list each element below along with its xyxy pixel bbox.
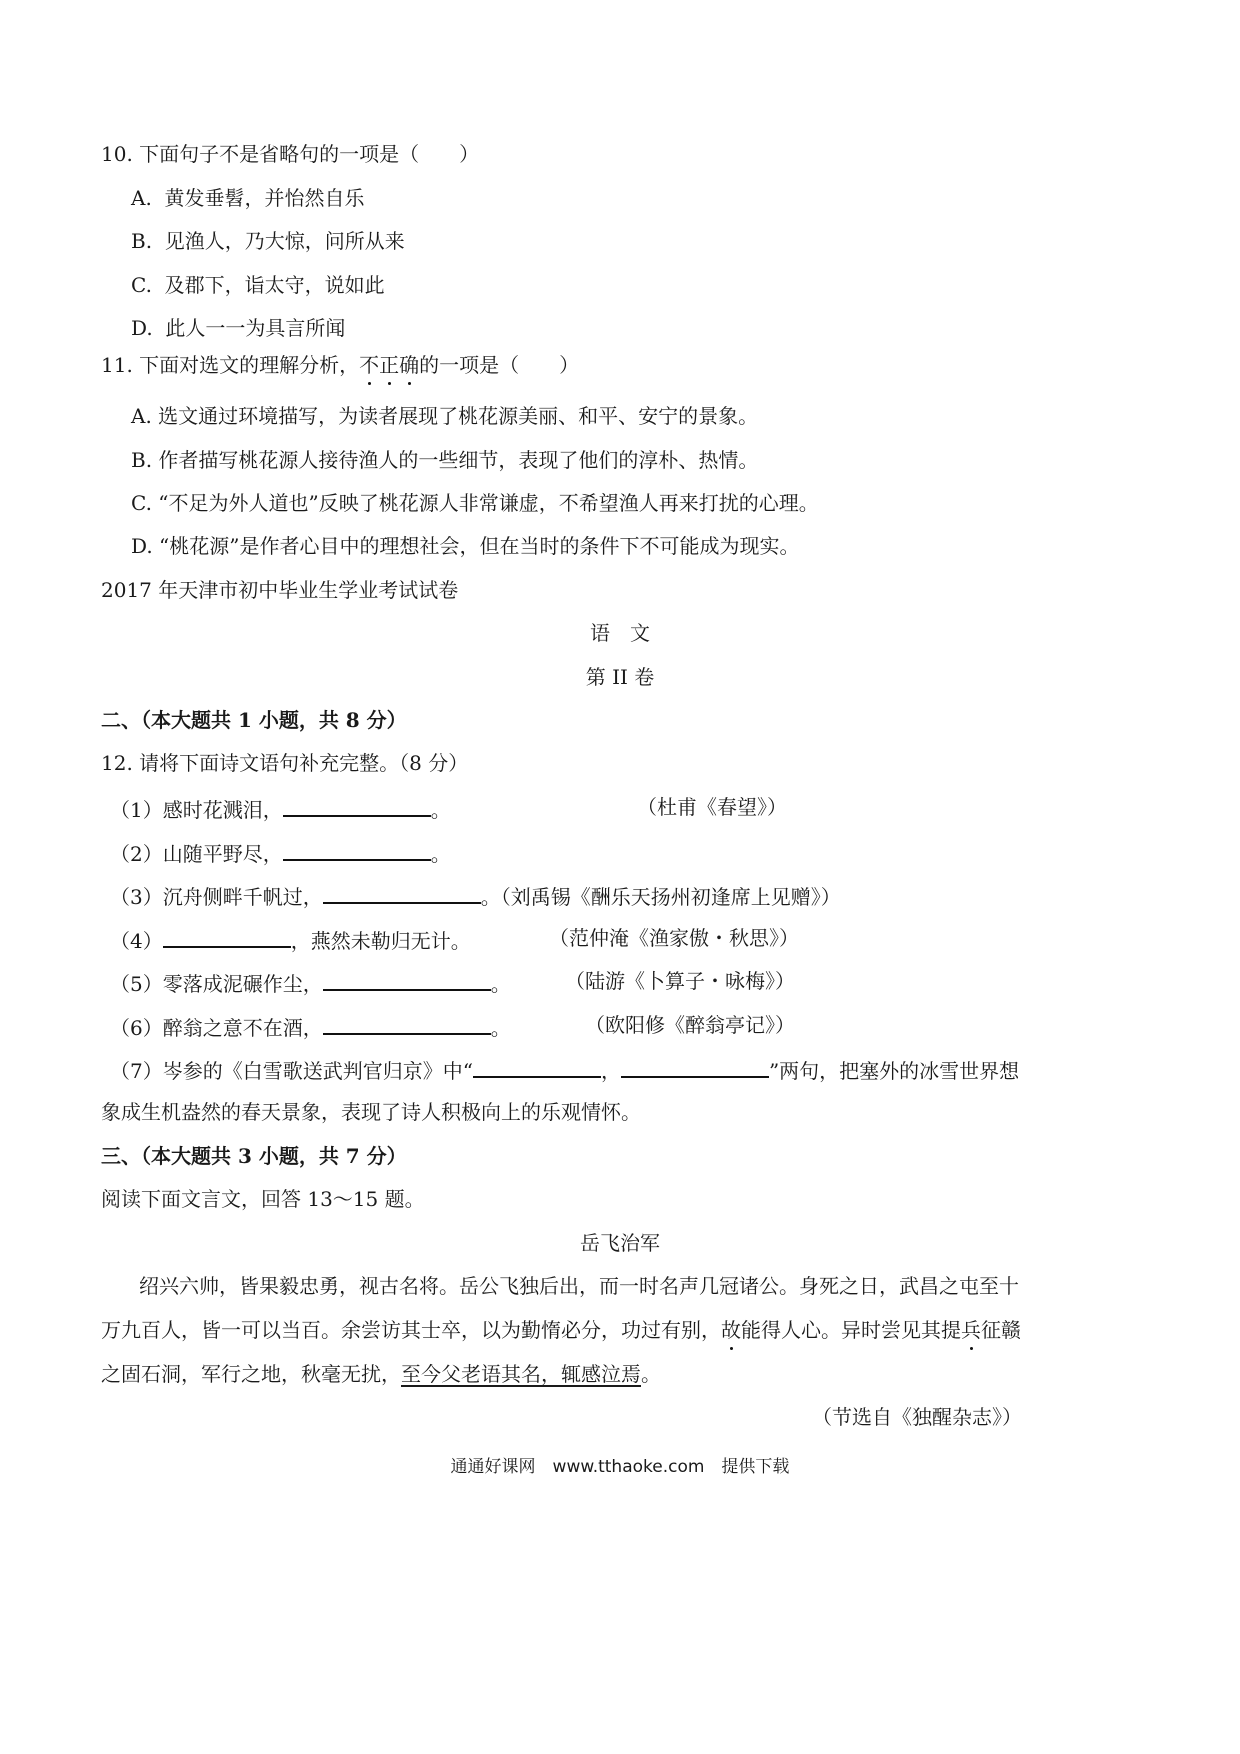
page-footer: 通通好课网 www.tthaoke.com 提供下载 bbox=[450, 1457, 790, 1477]
question-11-stem bbox=[101, 351, 579, 379]
volume-title: 第 II 卷 bbox=[585, 665, 655, 689]
emphasis-char: 故 bbox=[721, 1318, 741, 1342]
q12-item-4 bbox=[110, 924, 471, 955]
item-end: 。 bbox=[430, 842, 451, 866]
answer-blank bbox=[163, 924, 291, 948]
q10-option-b bbox=[131, 227, 405, 255]
q12-item-5 bbox=[110, 967, 511, 998]
answer-blank bbox=[283, 793, 431, 817]
emphasis-char: 确 bbox=[399, 353, 420, 377]
q11-option-c: C. “不足为外人道也”反映了桃花源人非常谦虚，不希望渔人再来打扰的心理。 bbox=[131, 491, 819, 515]
passage-text: 。 bbox=[641, 1362, 661, 1386]
passage-source: （节选自《独醒杂志》） bbox=[812, 1405, 1022, 1429]
q12-item-7-continued: 象成生机盎然的春天景象，表现了诗人积极向上的乐观情怀。 bbox=[101, 1100, 641, 1124]
item-end: 。 bbox=[490, 1016, 511, 1040]
answer-blank bbox=[323, 1011, 491, 1035]
option-label: B. bbox=[131, 229, 153, 253]
passage-line-1: 绍兴六帅，皆果毅忠勇，视古名将。岳公飞独后出，而一时名声几冠诸公。身死之日，武昌之屯至十 bbox=[139, 1274, 1019, 1298]
q12-item-6-source: （欧阳修《醉翁亭记》） bbox=[585, 1013, 795, 1037]
underlined-sentence: 至今父老语其名，辄感泣焉 bbox=[401, 1362, 641, 1386]
passage-line-2 bbox=[101, 1316, 1021, 1344]
option-label: C. bbox=[131, 273, 152, 297]
item-text: （5）零落成泥碾作尘， bbox=[110, 972, 323, 996]
item-text: （6）醉翁之意不在酒， bbox=[110, 1016, 323, 1040]
passage-text: 能得人心。异时尝见其提 bbox=[741, 1318, 961, 1342]
q10-option-a bbox=[131, 184, 365, 212]
passage-line-3 bbox=[101, 1360, 661, 1388]
subject-title: 语 文 bbox=[590, 621, 650, 645]
answer-blank bbox=[621, 1054, 769, 1078]
answer-blank bbox=[323, 967, 491, 991]
option-text: 及郡下，诣太守，说如此 bbox=[164, 273, 385, 297]
passage-text: 之固石洞，军行之地，秋毫无扰， bbox=[101, 1362, 401, 1386]
option-text: 见渔人，乃大惊，问所从来 bbox=[164, 229, 405, 253]
exam-title: 2017 年天津市初中毕业生学业考试试卷 bbox=[101, 578, 459, 602]
q12-item-1-source: （杜甫《春望》） bbox=[637, 795, 787, 819]
q11-stem-post: 的一项是（ ） bbox=[419, 353, 580, 377]
item-text: （2）山随平野尽， bbox=[110, 842, 283, 866]
answer-blank bbox=[283, 837, 431, 861]
option-text: 此人一一为具言所闻 bbox=[165, 316, 346, 340]
option-label: A. bbox=[131, 186, 152, 210]
question-12-stem: 12. 请将下面诗文语句补充完整。（8 分） bbox=[101, 751, 469, 775]
item-text: （1）感时花溅泪， bbox=[110, 798, 283, 822]
section-3-heading: 三、（本大题共 3 小题，共 7 分） bbox=[101, 1144, 407, 1168]
item-text: ， bbox=[600, 1059, 621, 1083]
item-text: ”两句，把塞外的冰雪世界想 bbox=[768, 1059, 1020, 1083]
item-end: 。 bbox=[480, 885, 501, 909]
q12-item-7 bbox=[110, 1054, 1019, 1085]
passage-text: 万九百人，皆一可以当百。余尝访其士卒，以为勤惰必分，功过有别， bbox=[101, 1318, 721, 1342]
q11-option-b: B. 作者描写桃花源人接待渔人的一些细节，表现了他们的淳朴、热情。 bbox=[131, 448, 759, 472]
answer-blank bbox=[323, 880, 481, 904]
reading-instruction: 阅读下面文言文，回答 13～15 题。 bbox=[101, 1187, 425, 1211]
q12-item-3 bbox=[110, 880, 841, 911]
q11-option-a: A. 选文通过环境描写，为读者展现了桃花源美丽、和平、安宁的景象。 bbox=[131, 404, 759, 428]
q12-item-2 bbox=[110, 837, 451, 868]
q12-item-6 bbox=[110, 1011, 511, 1042]
option-text: 黄发垂髫，并怡然自乐 bbox=[164, 186, 365, 210]
item-end: 。 bbox=[490, 972, 511, 996]
emphasis-char: 不 bbox=[359, 353, 380, 377]
q12-item-1 bbox=[110, 793, 451, 824]
q11-stem-pre: 11. 下面对选文的理解分析， bbox=[101, 353, 360, 377]
section-2-heading: 二、（本大题共 1 小题，共 8 分） bbox=[101, 708, 407, 732]
question-10-stem: 10. 下面句子不是省略句的一项是（ ） bbox=[101, 142, 480, 166]
q10-option-c bbox=[131, 271, 385, 299]
q12-item-5-source: （陆游《卜算子・咏梅》） bbox=[565, 969, 795, 993]
passage-title: 岳飞治军 bbox=[580, 1231, 660, 1255]
answer-blank bbox=[473, 1054, 601, 1078]
q12-item-4-source: （范仲淹《渔家傲・秋思》） bbox=[549, 926, 799, 950]
item-source: （刘禹锡《酬乐天扬州初逢席上见赠》） bbox=[500, 885, 841, 909]
item-text: （7）岑参的《白雪歌送武判官归京》中“ bbox=[110, 1059, 473, 1083]
emphasis-char: 兵 bbox=[961, 1318, 981, 1342]
item-text: （4） bbox=[110, 929, 163, 953]
option-label: D. bbox=[131, 316, 153, 340]
q10-option-d bbox=[131, 314, 345, 342]
item-text: （3）沉舟侧畔千帆过， bbox=[110, 885, 323, 909]
q11-option-d: D. “桃花源”是作者心目中的理想社会，但在当时的条件下不可能成为现实。 bbox=[131, 534, 800, 558]
item-end: ，燕然未勒归无计。 bbox=[290, 929, 471, 953]
emphasis-char: 正 bbox=[379, 353, 400, 377]
passage-text: 征赣 bbox=[981, 1318, 1021, 1342]
item-end: 。 bbox=[430, 798, 451, 822]
